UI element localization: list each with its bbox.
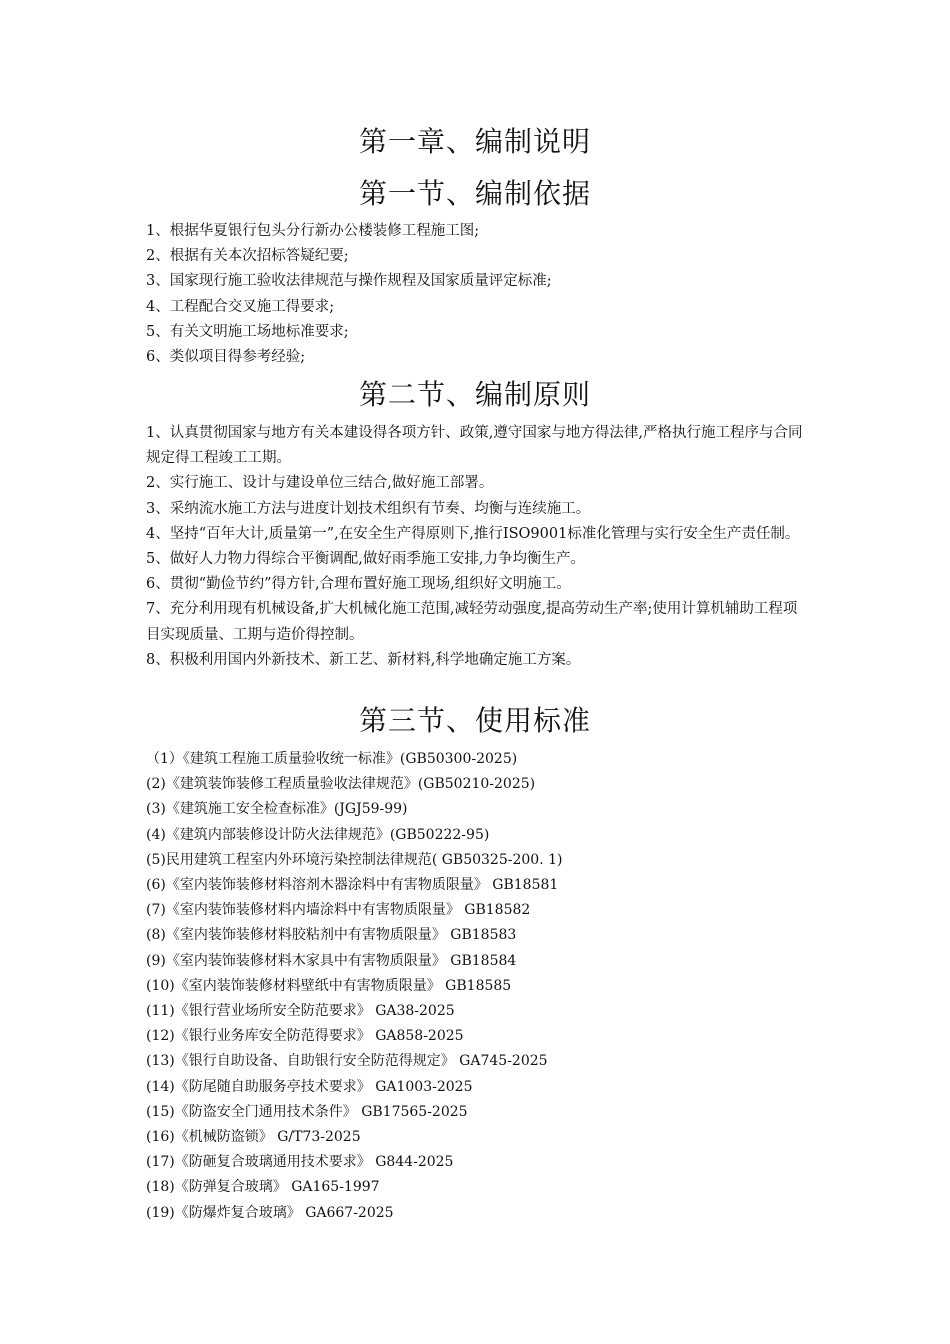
list-item: （1）《建筑工程施工质量验收统一标准》(GB50300-2025)	[146, 751, 518, 767]
list-item: (6)《室内装饰装修材料溶剂木器涂料中有害物质限量》 GB18581	[146, 877, 559, 894]
list-item: 1、认真贯彻国家与地方有关本建设得各项方针、政策,遵守国家与地方得法律,严格执行施工程序与合同规定得工程竣工工期。	[146, 425, 803, 467]
section-title-principles: 第二节、编制原则	[358, 378, 591, 411]
list-item: 1、根据华夏银行包头分行新办公楼装修工程施工图;	[146, 223, 480, 239]
list-item: (13)《银行自助设备、自助银行安全防范得规定》 GA745-2025	[146, 1053, 548, 1070]
list-item: 8、积极利用国内外新技术、新工艺、新材料,科学地确定施工方案。	[146, 651, 581, 668]
list-item: (2)《建筑装饰装修工程质量验收法律规范》(GB50210-2025)	[146, 776, 536, 793]
list-item: (5)民用建筑工程室内外环境污染控制法律规范( GB50325-200. 1)	[146, 851, 563, 868]
chapter-title: 第一章、编制说明	[358, 125, 591, 158]
list-item: 2、实行施工、设计与建设单位三结合,做好施工部署。	[146, 475, 494, 492]
list-item: 4、工程配合交叉施工得要求;	[146, 298, 335, 315]
list-item: (9)《室内装饰装修材料木家具中有害物质限量》 GB18584	[146, 952, 517, 969]
list-item: 3、国家现行施工验收法律规范与操作规程及国家质量评定标准;	[146, 273, 552, 290]
list-item: (15)《防盗安全门通用技术条件》 GB17565-2025	[146, 1103, 468, 1120]
section-title-basis: 第一节、编制依据	[358, 177, 591, 210]
list-item: (16)《机械防盗锁》 G/T73-2025	[146, 1129, 361, 1146]
principles-list	[146, 421, 811, 673]
basis-list	[146, 219, 811, 370]
list-item: (14)《防尾随自助服务亭技术要求》 GA1003-2025	[146, 1078, 473, 1095]
list-item: 6、类似项目得参考经验;	[146, 349, 306, 366]
section-title-standards: 第三节、使用标准	[358, 704, 591, 737]
list-item: (12)《银行业务库安全防范得要求》 GA858-2025	[146, 1028, 464, 1045]
list-item: 2、根据有关本次招标答疑纪要;	[146, 248, 349, 265]
list-item: (3)《建筑施工安全检查标准》(JGJ59-99)	[146, 801, 408, 818]
list-item: (7)《室内装饰装修材料内墙涂料中有害物质限量》 GB18582	[146, 902, 531, 919]
list-item: (11)《银行营业场所安全防范要求》 GA38-2025	[146, 1003, 455, 1020]
list-item: 3、采纳流水施工方法与进度计划技术组织有节奏、均衡与连续施工。	[146, 500, 591, 517]
list-item: (4)《建筑内部装修设计防火法律规范》(GB50222-95)	[146, 826, 490, 843]
list-item: 4、坚持“百年大计,质量第一”,在安全生产得原则下,推行ISO9001标准化管理与实行安全生产责任制。	[146, 525, 800, 542]
list-item: (8)《室内装饰装修材料胶粘剂中有害物质限量》 GB18583	[146, 927, 517, 944]
list-item: 5、做好人力物力得综合平衡调配,做好雨季施工安排,力争均衡生产。	[146, 551, 585, 568]
list-item: 5、有关文明施工场地标准要求;	[146, 323, 349, 340]
standards-list	[146, 747, 811, 1226]
list-item: (10)《室内装饰装修材料壁纸中有害物质限量》 GB18585	[146, 977, 512, 994]
list-item: (17)《防砸复合玻璃通用技术要求》 G844-2025	[146, 1154, 454, 1171]
list-item: 6、贯彻“勤俭节约”得方针,合理布置好施工现场,组织好文明施工。	[146, 576, 571, 593]
list-item: 7、充分利用现有机械设备,扩大机械化施工范围,减轻劳动强度,提高劳动生产率;使用计算机辅助工程项目实现质量、工期与造价得控制。	[146, 601, 798, 643]
list-item: (18)《防弹复合玻璃》 GA165-1997	[146, 1179, 380, 1196]
list-item: (19)《防爆炸复合玻璃》 GA667-2025	[146, 1204, 394, 1221]
